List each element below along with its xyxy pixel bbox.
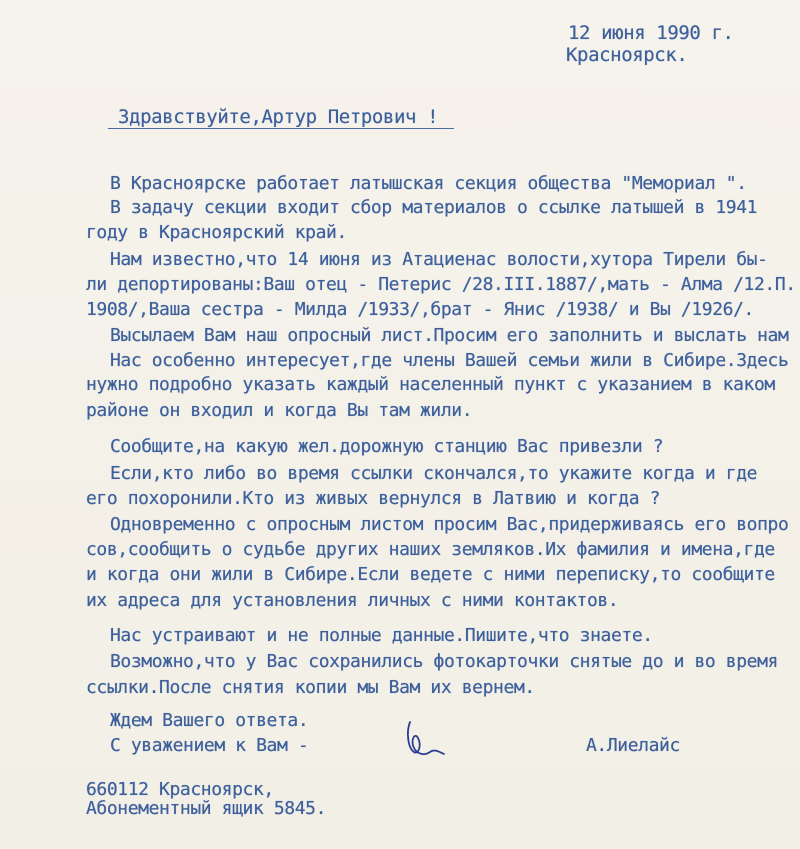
letter-city: Красноярск. <box>566 44 688 66</box>
body-line: 1908/,Ваша сестра - Милда /1933/,брат - Янис /1938/ и Вы /1926/. <box>86 299 754 320</box>
body-line: нужно подробно указать каждый населенный пункт с указанием в каком <box>86 374 775 395</box>
address-line: Абонементный ящик 5845. <box>86 798 327 819</box>
body-line: В задачу секции входит сбор материалов о ссылке латышей в 1941 <box>110 197 758 218</box>
greeting: Здравствуйте,Артур Петрович ! <box>118 106 439 128</box>
body-line: Одновременно с опросным листом просим Вас,придерживаясь его вопро <box>110 514 789 535</box>
body-line: Возможно,что у Вас сохранились фотокарточки снятые до и во время <box>110 651 778 672</box>
body-line: Если,кто либо во время ссылки скончался,то укажите когда и где <box>110 463 758 484</box>
body-line: Нас особенно интересует,где члены Вашей семьи жили в Сибире.Здесь <box>110 350 789 371</box>
body-line: году в Красноярский край. <box>86 222 347 243</box>
body-line: Сообщите,на какую жел.дорожную станцию Вас привезли ? <box>110 436 664 457</box>
closing-line: С уважением к Вам - <box>110 735 309 756</box>
body-line: ссылки.После снятия копии мы Вам их вернем. <box>86 677 535 698</box>
body-line: Высылаем Вам наш опросный лист.Просим его заполнить и выслать нам <box>110 325 789 346</box>
body-line: ли депортированы:Ваш отец - Петерис /28.III.1887/,мать - Алма /12.П. <box>86 274 796 295</box>
body-line: его похоронили.Кто из живых вернулся в Латвию и когда ? <box>86 488 661 509</box>
greeting-underline <box>108 128 454 129</box>
address-line: 660112 Красноярск, <box>86 779 274 800</box>
body-line: сов,сообщить о судьбе других наших земляков.Их фамилия и имена,где <box>86 539 775 560</box>
body-line: районе он входил и когда Вы там жили. <box>86 400 473 421</box>
body-line: и когда они жили в Сибире.Если ведете с ними переписку,то сообщите <box>86 564 775 585</box>
body-line: Нас устраивают и не полные данные.Пишите,что знаете. <box>110 625 653 646</box>
signature-name: А.Лиелайс <box>586 735 680 756</box>
body-line: В Красноярске работает латышская секция общества "Мемориал ". <box>110 173 747 194</box>
body-line: Нам известно,что 14 июня из Атациенас волости,хутора Тирели бы- <box>110 249 768 270</box>
handwritten-signature <box>400 718 450 762</box>
letter-date: 12 июня 1990 г. <box>568 22 734 44</box>
closing-line: Ждем Вашего ответа. <box>110 710 309 731</box>
body-line: их адреса для установления личных с ними контактов. <box>86 590 619 611</box>
